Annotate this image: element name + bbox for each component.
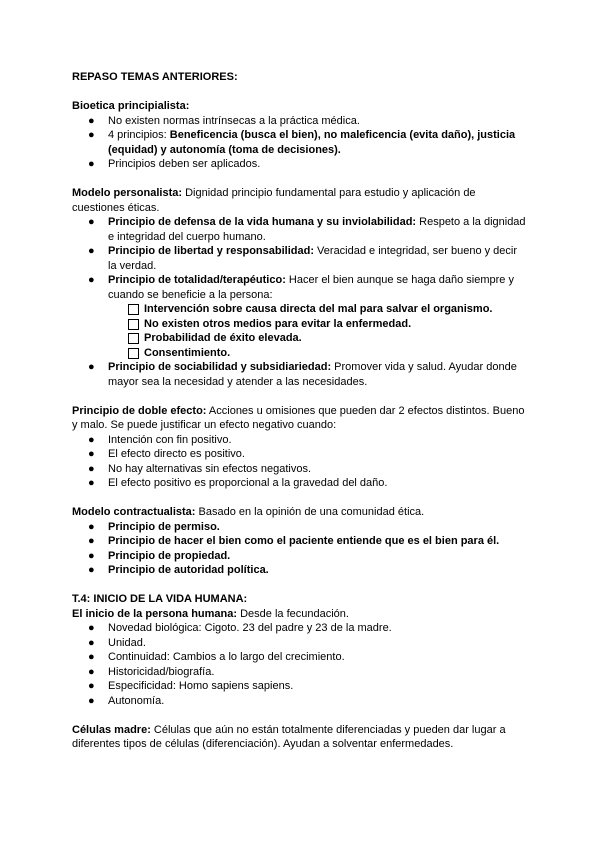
list-item: ● Principio de sociabilidad y subsidiariedad: Promover vida y salud. Ayudar donde mayor sea la necesidad y atender a las necesidades. [88, 361, 517, 388]
bullet-icon: ● [88, 448, 95, 460]
checkbox-icon[interactable] [128, 319, 139, 330]
list-item: ● Principios deben ser aplicados. [88, 158, 261, 170]
list-item: ● Principio de autoridad política. [88, 564, 269, 576]
bioetica-list [72, 114, 528, 172]
personalista-paragraph: Modelo personalista: Dignidad principio fundamental para estudio y aplicación de cuestiones éticas. [72, 187, 476, 214]
bullet-icon: ● [88, 680, 95, 692]
page-heading: REPASO TEMAS ANTERIORES: [72, 71, 238, 83]
bullet-icon: ● [88, 158, 95, 170]
list-item: ● El efecto directo es positivo. [88, 448, 245, 460]
contractualista-paragraph: Modelo contractualista: Basado en la opinión de una comunidad ética. [72, 506, 425, 518]
list-item: ● 4 principios: Beneficencia (busca el bien), no maleficencia (evita daño), justicia (equidad) y autonomía (toma de decisiones). [88, 129, 516, 156]
checkbox-icon[interactable] [128, 348, 139, 359]
bullet-icon: ● [88, 462, 95, 475]
bullet-icon: ● [88, 622, 95, 634]
bullet-icon: ● [88, 665, 95, 678]
checklist-item: No existen otros medios para evitar la enfermedad. [72, 317, 528, 332]
checklist-item: Intervención sobre causa directa del mal para salvar el organismo. [72, 302, 528, 317]
list-item: ● Intención con fin positivo. [88, 433, 232, 446]
inicio-persona-paragraph: El inicio de la persona humana: Desde la fecundación. [72, 607, 349, 620]
bullet-icon: ● [88, 433, 95, 446]
contractualista-list [72, 520, 528, 578]
bullet-icon: ● [88, 274, 95, 286]
celulas-madre-paragraph: Células madre: Células que aún no están totalmente diferenciadas y pueden dar lugar a diferentes tipos de células (diferenciación). Ayudan a solventar enfermedades. [72, 723, 506, 750]
personalista-list [72, 215, 528, 302]
doble-efecto-list [72, 433, 528, 491]
bullet-icon: ● [88, 129, 95, 141]
checklist-item: Consentimiento. [72, 346, 528, 361]
list-item: ● Unidad. [88, 636, 146, 649]
bullet-icon: ● [88, 535, 95, 547]
bullet-icon: ● [88, 564, 95, 576]
list-item: ● No hay alternativas sin efectos negativos. [88, 462, 312, 475]
checklist [72, 302, 528, 360]
bullet-icon: ● [88, 549, 95, 562]
checkbox-icon[interactable] [128, 304, 139, 315]
bullet-icon: ● [88, 245, 95, 257]
list-item: ● Autonomía. [88, 694, 165, 707]
bullet-icon: ● [88, 520, 95, 533]
list-item: ● Principio de permiso. [88, 520, 220, 533]
tema4-list [72, 621, 528, 708]
bullet-icon: ● [88, 694, 95, 707]
bullet-icon: ● [88, 361, 95, 373]
doble-efecto-paragraph: Principio de doble efecto: Acciones u omisiones que pueden dar 2 efectos distintos. Bueno y malo. Se puede justificar un efecto negativo cuando: [72, 404, 525, 431]
bullet-icon: ● [88, 636, 95, 649]
list-item: ● Especificidad: Homo sapiens sapiens. [88, 680, 294, 692]
bullet-icon: ● [88, 216, 95, 228]
list-item: ● Principio de totalidad/terapéutico: Hacer el bien aunque se haga daño siempre y cuando se beneficie a la persona: [88, 274, 514, 301]
list-item: ● El efecto positivo es proporcional a la gravedad del daño. [88, 477, 388, 489]
list-item: ● Principio de propiedad. [88, 549, 231, 562]
bullet-icon: ● [88, 114, 95, 127]
checkbox-icon[interactable] [128, 333, 139, 344]
list-item: ● Principio de defensa de la vida humana y su inviolabilidad: Respeto a la dignidad e integridad del cuerpo humano. [88, 216, 526, 243]
checklist-item: Probabilidad de éxito elevada. [72, 331, 528, 346]
personalista-list-continued [72, 360, 528, 389]
bullet-icon: ● [88, 651, 95, 663]
list-item: ● Principio de libertad y responsabilidad: Veracidad e integridad, ser bueno y decir la verdad. [88, 245, 518, 272]
document-page [72, 70, 528, 752]
bioetica-title: Bioetica principialista: [72, 100, 190, 112]
bullet-icon: ● [88, 477, 95, 489]
list-item: ● Historicidad/biografía. [88, 665, 215, 678]
list-item: ● No existen normas intrínsecas a la práctica médica. [88, 114, 360, 127]
list-item: ● Principio de hacer el bien como el paciente entiende que es el bien para él. [88, 535, 500, 547]
list-item: ● Continuidad: Cambios a lo largo del crecimiento. [88, 651, 345, 663]
section-title-t4: T.4: INICIO DE LA VIDA HUMANA: [72, 593, 248, 605]
list-item: ● Novedad biológica: Cigoto. 23 del padre y 23 de la madre. [88, 622, 392, 634]
